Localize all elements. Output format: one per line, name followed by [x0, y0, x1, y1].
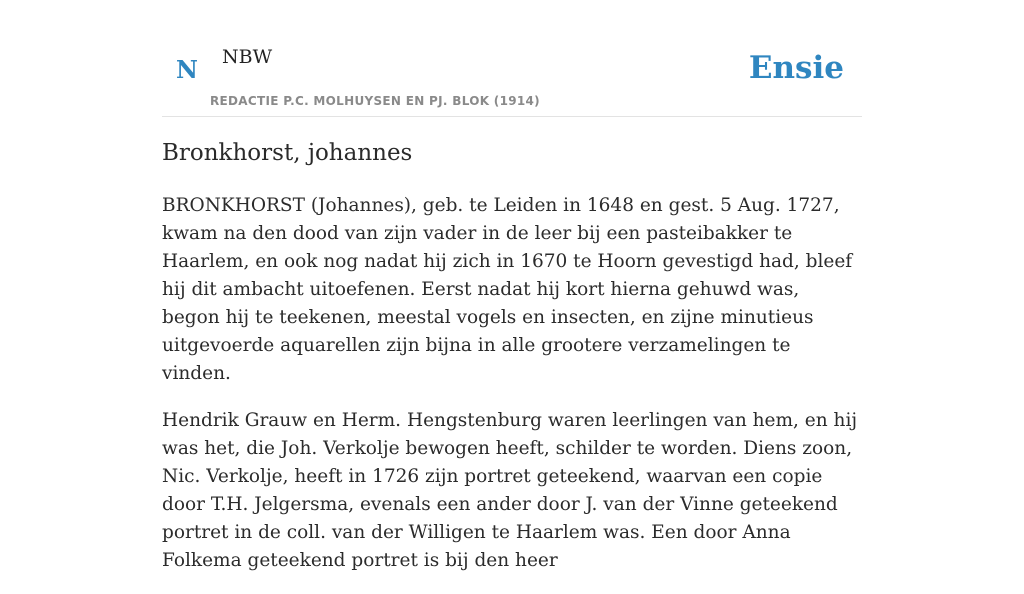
article-body	[162, 192, 862, 594]
source-name-link[interactable]: NBW	[222, 46, 273, 68]
article-title: Bronkhorst, johannes	[162, 140, 413, 166]
source-logo-letter[interactable]: N	[176, 55, 198, 84]
source-subtitle: REDACTIE P.C. MOLHUYSEN EN PJ. BLOK (1914)	[210, 94, 540, 108]
article-paragraph: BRONKHORST (Johannes), geb. te Leiden in 1648 en gest. 5 Aug. 1727, kwam na den dood van zijn vader in de leer bij een pasteibakker te Haarlem, en ook nog nadat hij zich in 1670 te Hoorn gevestigd had, bleef hij dit ambacht uitoefenen. Eerst nadat hij kort hierna gehuwd was, begon hij te teekenen, meestal vogels en insecten, en zijne minutieus uitgevoerde aquarellen zijn bijna in alle grootere verzamelingen te vinden.	[162, 195, 853, 384]
article-paragraph: Hendrik Grauw en Herm. Hengstenburg waren leerlingen van hem, en hij was het, die Joh. Verkolje bewogen heeft, schilder te worden. Diens zoon, Nic. Verkolje, heeft in 1726 zijn portret geteekend, waarvan een copie door T.H. Jelgersma, evenals een ander door J. van der Vinne geteekend portret in de coll. van der Willigen te Haarlem was. Een door Anna Folkema geteekend portret is bij den heer	[162, 410, 858, 571]
source-header	[162, 0, 862, 117]
brand-logo[interactable]: Ensie	[748, 50, 844, 86]
